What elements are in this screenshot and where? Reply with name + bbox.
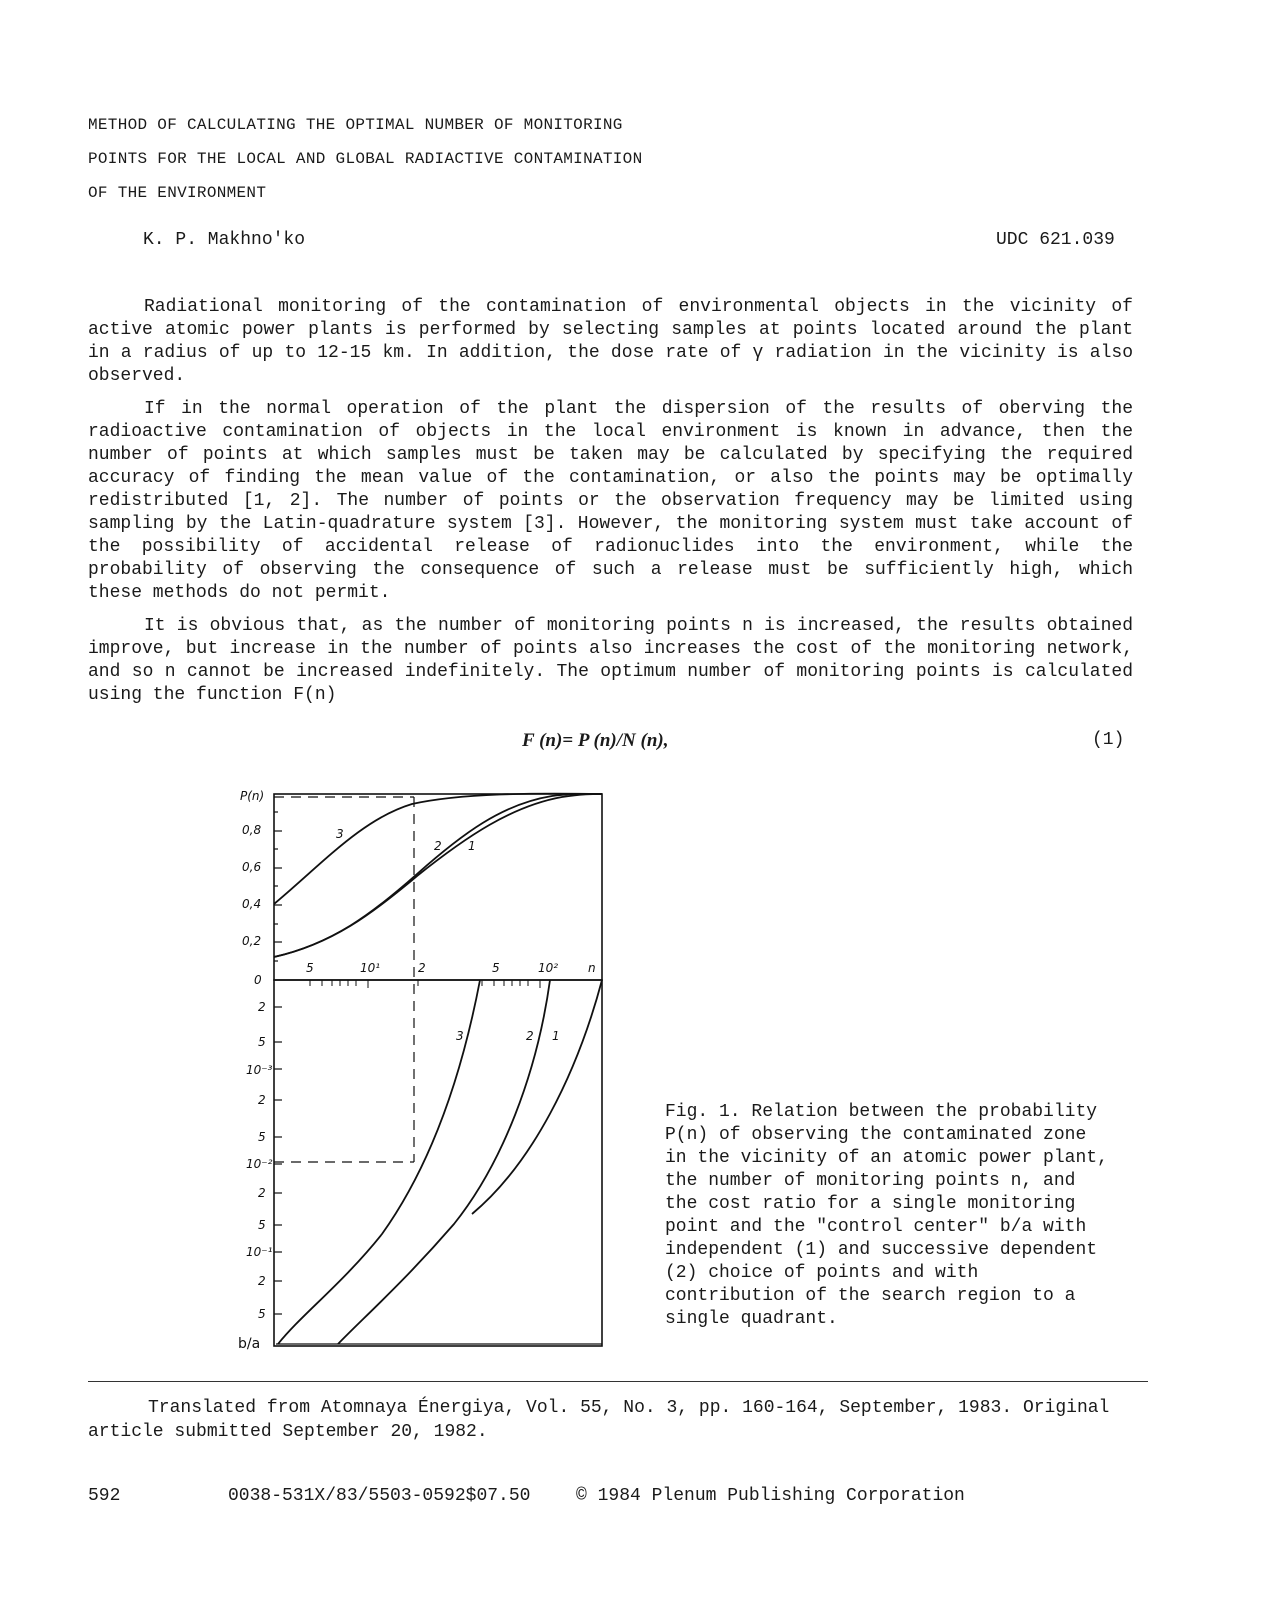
footnote: Translated from Atomnaya Énergiya, Vol. 55, No. 3, pp. 160-164, September, 1983. Original article submitted September 20, 1982. (88, 1398, 1110, 1442)
author: K. P. Makhno'ko (143, 230, 306, 250)
p-tick-0.2: 0,2 (242, 934, 262, 948)
n-tick-10: 10¹ (360, 961, 381, 975)
udc-code: UDC 621.039 (996, 230, 1115, 250)
equation: F (n)= P (n)/N (n), (522, 730, 669, 751)
ba-axis-label: b/a (238, 1336, 261, 1352)
ba-curve-1 (472, 980, 602, 1214)
paragraph-3: It is obvious that, as the number of monitoring points n is increased, the results obtained improve, but increase in the number of points also increases the cost of the monitoring network, and so n cannot be increased indefinitely. The optimum number of monitoring points is calculated using the function F(n) (88, 616, 1133, 705)
p-tick-0.8: 0,8 (242, 823, 262, 837)
n-tick-5: 5 (306, 961, 314, 975)
ba-tick: 2 (258, 1274, 266, 1288)
ba-tick: 5 (258, 1307, 266, 1321)
top-curve-label-3: 3 (336, 827, 344, 841)
n-axis-label: n (588, 961, 596, 975)
top-panel-frame (274, 794, 602, 980)
bottom-curve-label-3: 3 (456, 1029, 464, 1043)
ba-tick: 2 (258, 1186, 266, 1200)
equation-number: (1) (1092, 730, 1125, 750)
p-axis-ticks (274, 812, 282, 961)
copyright: © 1984 Plenum Publishing Corporation (576, 1486, 965, 1506)
top-curve-label-2: 2 (434, 839, 442, 853)
p-axis-label: P(n) (240, 789, 265, 803)
ba-tick: 10⁻² (246, 1157, 273, 1171)
bottom-curve-label-2: 2 (526, 1029, 534, 1043)
ba-tick: 5 (258, 1130, 266, 1144)
ba-axis-ticks (274, 1007, 282, 1314)
n-axis-ticks (310, 980, 540, 988)
page-number: 592 (88, 1486, 121, 1506)
title-line-3: OF THE ENVIRONMENT (88, 184, 267, 202)
p-tick-0: 0 (254, 973, 262, 987)
ba-tick: 2 (258, 1000, 266, 1014)
ba-tick: 2 (258, 1093, 266, 1107)
figure-svg (232, 784, 622, 1359)
ba-tick: 10⁻¹ (246, 1245, 273, 1259)
paragraph-2: If in the normal operation of the plant the dispersion of the results of oberving the radioactive contamination of objects in the local environment is known in advance, then the number of points at which samples must be taken may be calculated by specifying the required accuracy of finding the mean value of the contamination, or also the points may be optimally redistributed [1, 2]. The number of points or the observation frequency may be limited using sampling by the Latin-quadrature system [3]. However, the monitoring system must take account of the possibility of accidental release of radionuclides into the environment, while the probability of observing the consequence of such a release must be sufficiently high, which these methods do not permit. (88, 399, 1133, 603)
n-tick-100: 10² (538, 961, 559, 975)
n-tick-2: 2 (418, 961, 426, 975)
ba-tick: 10⁻³ (246, 1063, 273, 1077)
footnote-rule (88, 1381, 1148, 1382)
title-line-2: POINTS FOR THE LOCAL AND GLOBAL RADIACTIVE CONTAMINATION (88, 150, 643, 168)
ba-curve-2 (338, 980, 550, 1344)
ba-tick: 5 (258, 1035, 266, 1049)
top-curve-label-1: 1 (468, 839, 476, 853)
title-line-1: METHOD OF CALCULATING THE OPTIMAL NUMBER OF MONITORING (88, 116, 623, 134)
figure-1 (232, 784, 622, 1359)
bottom-curve-label-1: 1 (552, 1029, 560, 1043)
figure-caption: Fig. 1. Relation between the probability P(n) of observing the contaminated zone in the vicinity of an atomic power plant, the number of monitoring points n, and the cost ratio for a single monitoring point and the "control center" b/a with independent (1) and successive dependent (2) choice of points and with contribution of the search region to a single quadrant. (665, 1102, 1108, 1329)
article-code: 0038-531X/83/5503-0592$07.50 (228, 1486, 531, 1506)
p-curve-1 (274, 794, 602, 957)
p-tick-0.4: 0,4 (242, 897, 262, 911)
p-tick-0.6: 0,6 (242, 860, 262, 874)
n-tick-5b: 5 (492, 961, 500, 975)
paragraph-1: Radiational monitoring of the contamination of environmental objects in the vicinity of active atomic power plants is performed by selecting samples at points located around the plant in a radius of up to 12-15 km. In addition, the dose rate of γ radiation in the vicinity is also observed. (88, 297, 1133, 386)
p-curve-2 (274, 794, 602, 957)
ba-tick: 5 (258, 1218, 266, 1232)
